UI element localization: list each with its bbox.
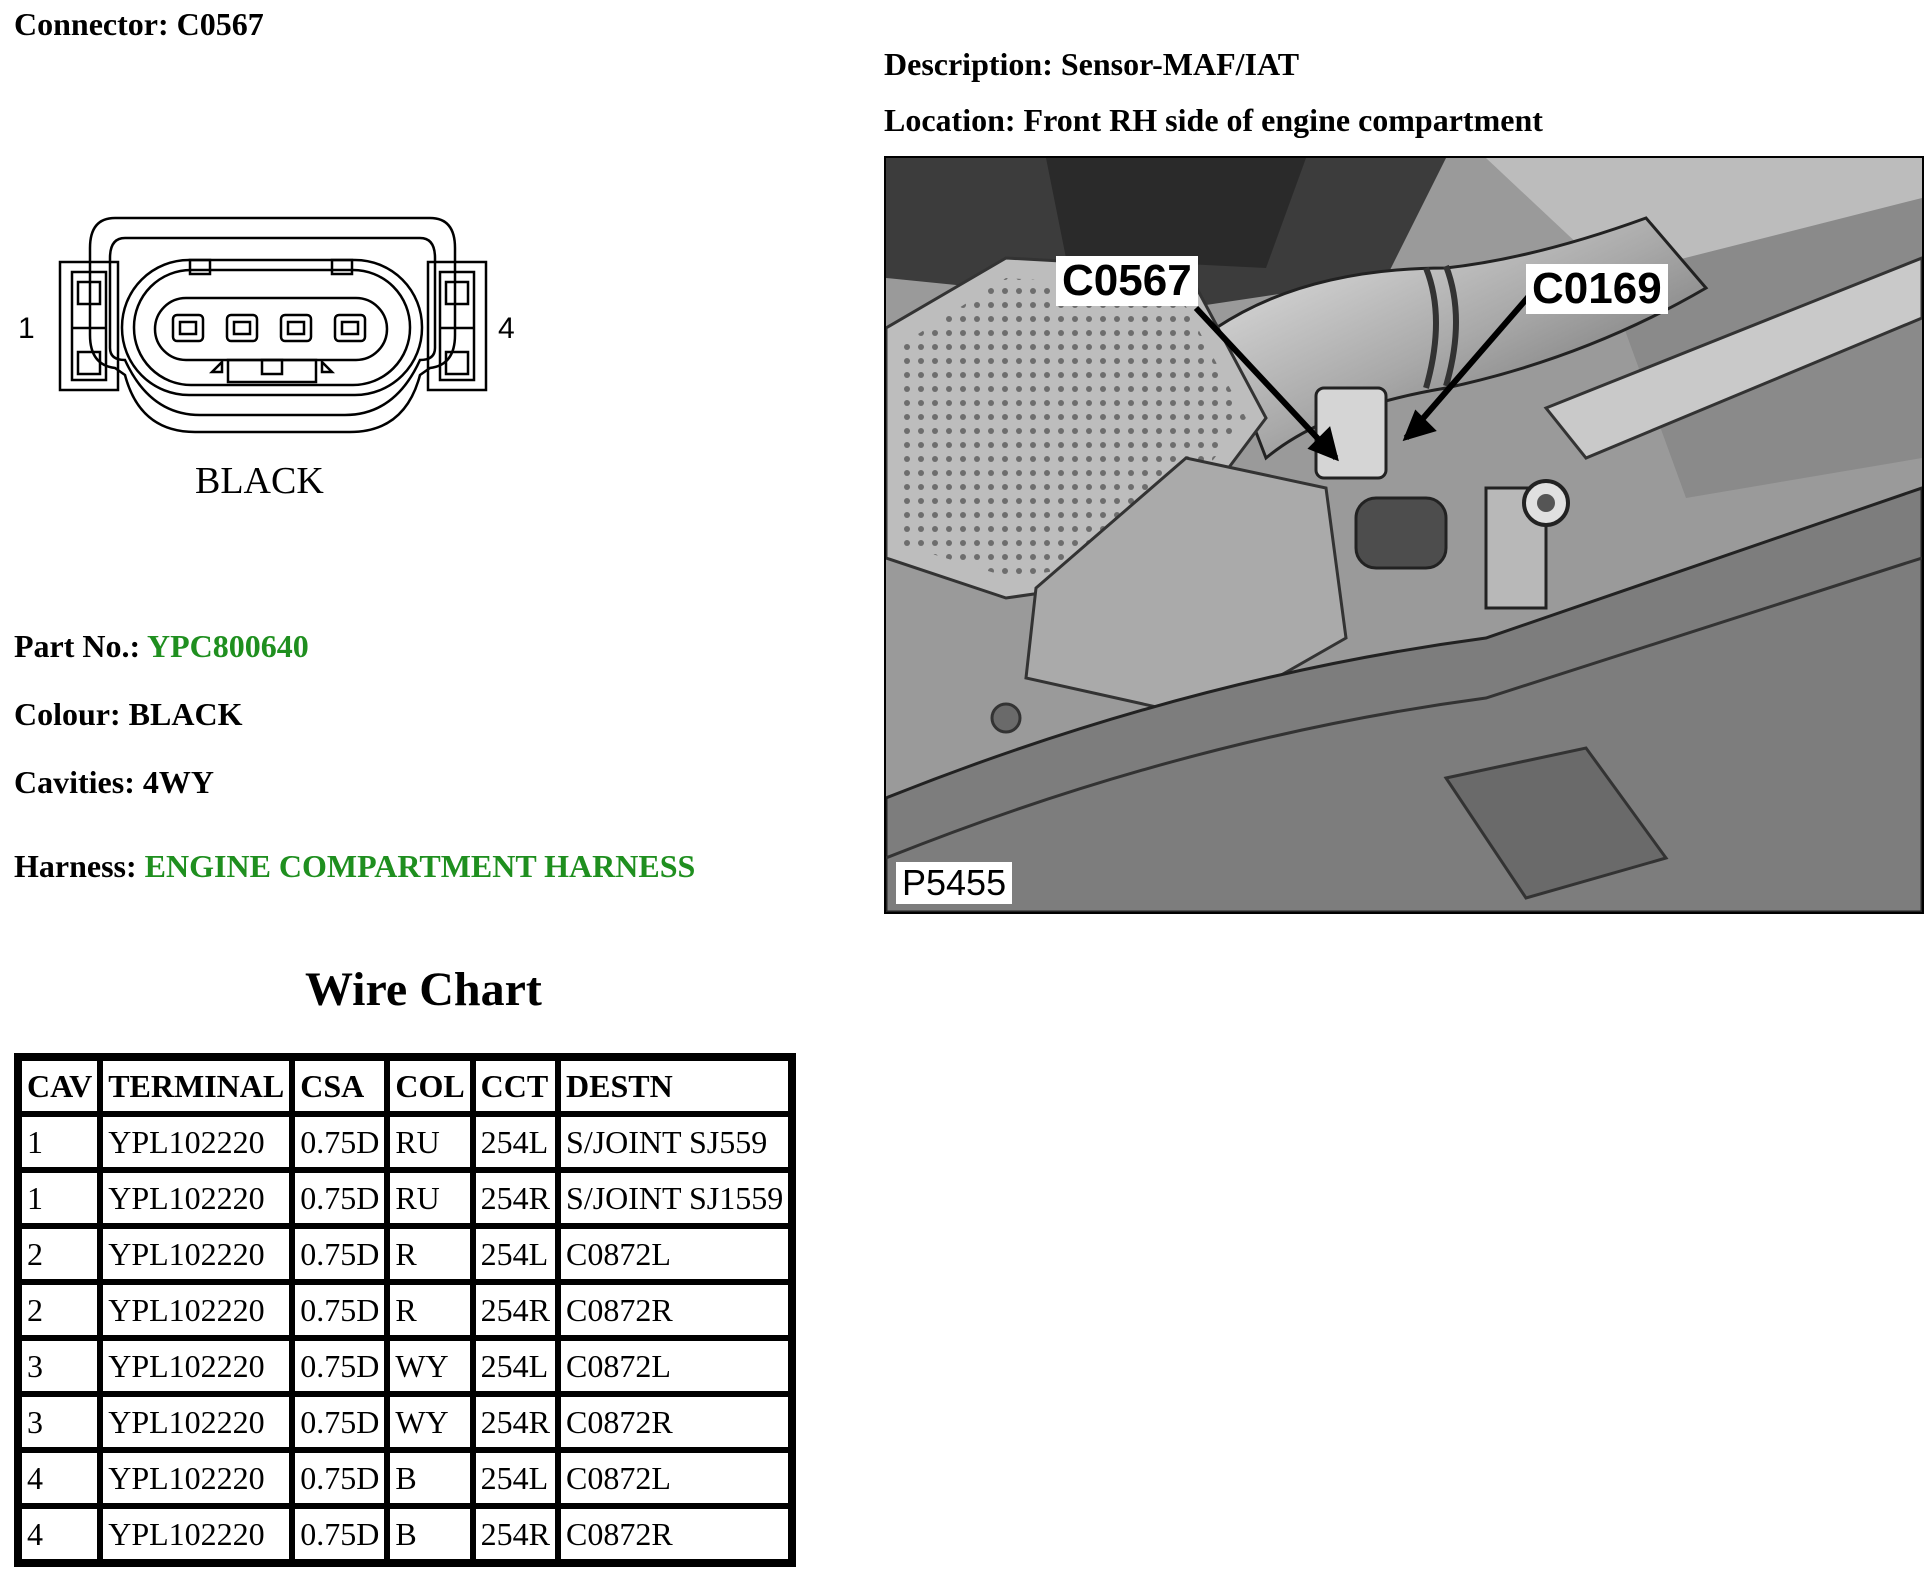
cell-terminal: YPL102220 bbox=[100, 1506, 292, 1562]
cell-destn: C0872L bbox=[558, 1338, 791, 1394]
wire-chart-title: Wire Chart bbox=[305, 963, 542, 1016]
cell-cav: 3 bbox=[19, 1338, 100, 1394]
pin-label-left: 1 bbox=[18, 312, 35, 345]
cell-cct: 254L bbox=[473, 1338, 558, 1394]
connector-face-diagram bbox=[10, 210, 520, 510]
location-value: Front RH side of engine compartment bbox=[1023, 102, 1543, 138]
header-destn: DESTN bbox=[558, 1058, 791, 1114]
cell-col: RU bbox=[387, 1170, 472, 1226]
cell-cav: 3 bbox=[19, 1394, 100, 1450]
cell-col: WY bbox=[387, 1338, 472, 1394]
header-terminal: TERMINAL bbox=[100, 1058, 292, 1114]
cavities-value: 4WY bbox=[142, 764, 214, 800]
cell-col: B bbox=[387, 1450, 472, 1506]
cell-destn: C0872R bbox=[558, 1394, 791, 1450]
table-row bbox=[19, 1394, 791, 1450]
cell-cav: 2 bbox=[19, 1226, 100, 1282]
callout-c0169: C0169 bbox=[1526, 264, 1668, 314]
connector-value: C0567 bbox=[176, 6, 264, 42]
description-field bbox=[884, 46, 1299, 83]
cell-cct: 254L bbox=[473, 1226, 558, 1282]
diagram-colour-label: BLACK bbox=[195, 460, 324, 502]
colour-value: BLACK bbox=[128, 696, 243, 732]
header-csa: CSA bbox=[292, 1058, 387, 1114]
wire-chart-table bbox=[14, 1053, 796, 1567]
part-number-field bbox=[14, 628, 309, 665]
cell-csa: 0.75D bbox=[292, 1394, 387, 1450]
table-row bbox=[19, 1338, 791, 1394]
cell-cct: 254R bbox=[473, 1282, 558, 1338]
description-value: Sensor-MAF/IAT bbox=[1060, 46, 1300, 82]
photo-reference: P5455 bbox=[896, 862, 1012, 904]
cell-cav: 1 bbox=[19, 1114, 100, 1170]
cavities-field bbox=[14, 764, 214, 801]
table-row bbox=[19, 1114, 791, 1170]
wire-chart-header-row bbox=[19, 1058, 791, 1114]
colour-label: Colour: bbox=[14, 696, 121, 732]
cell-cav: 1 bbox=[19, 1170, 100, 1226]
cell-terminal: YPL102220 bbox=[100, 1282, 292, 1338]
cell-destn: C0872R bbox=[558, 1282, 791, 1338]
cell-col: RU bbox=[387, 1114, 472, 1170]
cell-csa: 0.75D bbox=[292, 1282, 387, 1338]
connector-label: Connector: bbox=[14, 6, 169, 42]
harness-value: ENGINE COMPARTMENT HARNESS bbox=[144, 848, 696, 884]
engine-compartment-image bbox=[884, 156, 1924, 914]
cell-col: WY bbox=[387, 1394, 472, 1450]
cell-csa: 0.75D bbox=[292, 1506, 387, 1562]
connector-field bbox=[14, 6, 264, 43]
cell-col: R bbox=[387, 1226, 472, 1282]
location-field bbox=[884, 102, 1543, 139]
table-row bbox=[19, 1170, 791, 1226]
table-row bbox=[19, 1506, 791, 1562]
table-row bbox=[19, 1450, 791, 1506]
part-number-value: YPC800640 bbox=[146, 628, 309, 664]
cell-csa: 0.75D bbox=[292, 1114, 387, 1170]
cell-csa: 0.75D bbox=[292, 1226, 387, 1282]
colour-field bbox=[14, 696, 242, 733]
cell-terminal: YPL102220 bbox=[100, 1170, 292, 1226]
description-label: Description: bbox=[884, 46, 1053, 82]
location-label: Location: bbox=[884, 102, 1016, 138]
cell-csa: 0.75D bbox=[292, 1338, 387, 1394]
cell-terminal: YPL102220 bbox=[100, 1114, 292, 1170]
cell-cav: 4 bbox=[19, 1506, 100, 1562]
cell-cct: 254L bbox=[473, 1114, 558, 1170]
cell-terminal: YPL102220 bbox=[100, 1226, 292, 1282]
header-col: COL bbox=[387, 1058, 472, 1114]
cell-cav: 2 bbox=[19, 1282, 100, 1338]
table-row bbox=[19, 1282, 791, 1338]
cell-csa: 0.75D bbox=[292, 1170, 387, 1226]
cell-destn: S/JOINT SJ1559 bbox=[558, 1170, 791, 1226]
cell-col: R bbox=[387, 1282, 472, 1338]
cell-terminal: YPL102220 bbox=[100, 1338, 292, 1394]
part-number-label: Part No.: bbox=[14, 628, 141, 664]
pin-label-right: 4 bbox=[498, 312, 515, 345]
cell-destn: C0872L bbox=[558, 1450, 791, 1506]
cell-cct: 254L bbox=[473, 1450, 558, 1506]
table-row bbox=[19, 1226, 791, 1282]
cell-col: B bbox=[387, 1506, 472, 1562]
cell-destn: S/JOINT SJ559 bbox=[558, 1114, 791, 1170]
cell-destn: C0872L bbox=[558, 1226, 791, 1282]
callout-c0567: C0567 bbox=[1056, 256, 1198, 306]
harness-label: Harness: bbox=[14, 848, 137, 884]
cavities-label: Cavities: bbox=[14, 764, 135, 800]
cell-cct: 254R bbox=[473, 1170, 558, 1226]
cell-destn: C0872R bbox=[558, 1506, 791, 1562]
cell-csa: 0.75D bbox=[292, 1450, 387, 1506]
harness-field bbox=[14, 848, 695, 885]
cell-cct: 254R bbox=[473, 1394, 558, 1450]
cell-terminal: YPL102220 bbox=[100, 1394, 292, 1450]
cell-terminal: YPL102220 bbox=[100, 1450, 292, 1506]
cell-cct: 254R bbox=[473, 1506, 558, 1562]
cell-cav: 4 bbox=[19, 1450, 100, 1506]
header-cav: CAV bbox=[19, 1058, 100, 1114]
header-cct: CCT bbox=[473, 1058, 558, 1114]
